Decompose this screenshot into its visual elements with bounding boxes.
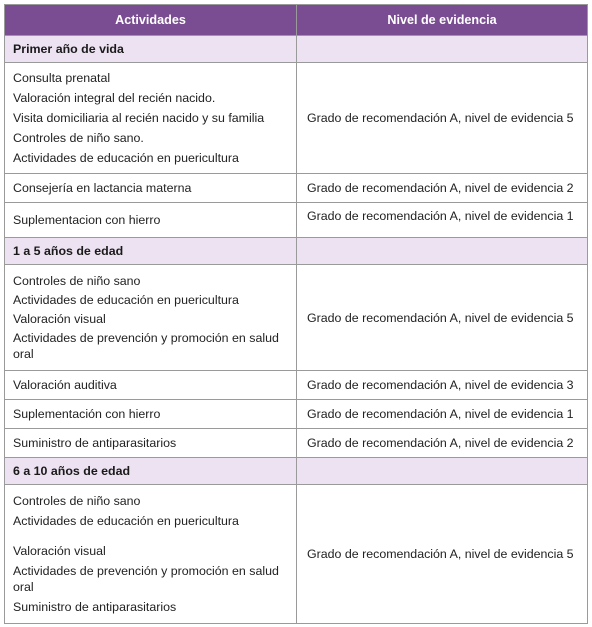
activity-item: Valoración visual [13,312,106,326]
activities-cell [5,429,297,458]
activity-item: Valoración auditiva [13,378,117,392]
table-row [5,371,588,400]
section-title: Primer año de vida [5,36,297,63]
activity-item: Valoración integral del recién nacido. [13,91,216,105]
activity-item: Actividades de educación en puericultura [13,514,239,528]
activity-item: Controles de niño sano [13,494,141,508]
table-row [5,174,588,203]
table-row [5,429,588,458]
table-row [5,265,588,371]
header-row [5,5,588,36]
activities-cell [5,203,297,238]
section-empty-cell [297,36,588,63]
activities-evidence-table [4,4,588,624]
table-row [5,485,588,624]
evidence-cell: Grado de recomendación A, nivel de evidencia 5 [297,265,588,371]
activity-item: Controles de niño sano [13,274,141,288]
header-activities: Actividades [5,5,297,36]
activity-item: Actividades de prevención y promoción en salud oral [13,564,279,594]
activity-item: Actividades de prevención y promoción en salud oral [13,331,279,361]
section-row [5,36,588,63]
table-row [5,63,588,174]
activities-cell [5,485,297,624]
section-row [5,238,588,265]
activity-item: Suplementacion con hierro [13,213,161,227]
activity-item: Consulta prenatal [13,71,111,85]
activities-cell [5,265,297,371]
header-evidence: Nivel de evidencia [297,5,588,36]
activity-item: Visita domiciliaria al recién nacido y su familia [13,111,265,125]
activity-item: Consejería en lactancia materna [13,181,192,195]
activity-item: Controles de niño sano. [13,131,144,145]
table-row [5,400,588,429]
section-title: 1 a 5 años de edad [5,238,297,265]
activity-item: Suministro de antiparasitarios [13,436,177,450]
section-empty-cell [297,238,588,265]
activity-item: Valoración visual [13,544,106,558]
activity-item: Actividades de educación en puericultura [13,151,239,165]
section-title: 6 a 10 años de edad [5,458,297,485]
activities-cell [5,63,297,174]
evidence-cell: Grado de recomendación A, nivel de evidencia 1 [297,203,588,238]
activities-cell [5,400,297,429]
evidence-cell: Grado de recomendación A, nivel de evidencia 2 [297,174,588,203]
activities-cell [5,174,297,203]
evidence-cell: Grado de recomendación A, nivel de evidencia 2 [297,429,588,458]
activity-item: Suministro de antiparasitarios [13,600,177,614]
table-row [5,203,588,238]
activity-item: Suplementación con hierro [13,407,161,421]
evidence-cell: Grado de recomendación A, nivel de evidencia 3 [297,371,588,400]
activities-cell [5,371,297,400]
section-empty-cell [297,458,588,485]
evidence-cell: Grado de recomendación A, nivel de evidencia 5 [297,63,588,174]
evidence-cell: Grado de recomendación A, nivel de evidencia 5 [297,485,588,624]
activity-item: Actividades de educación en puericultura [13,293,239,307]
section-row [5,458,588,485]
evidence-cell: Grado de recomendación A, nivel de evidencia 1 [297,400,588,429]
